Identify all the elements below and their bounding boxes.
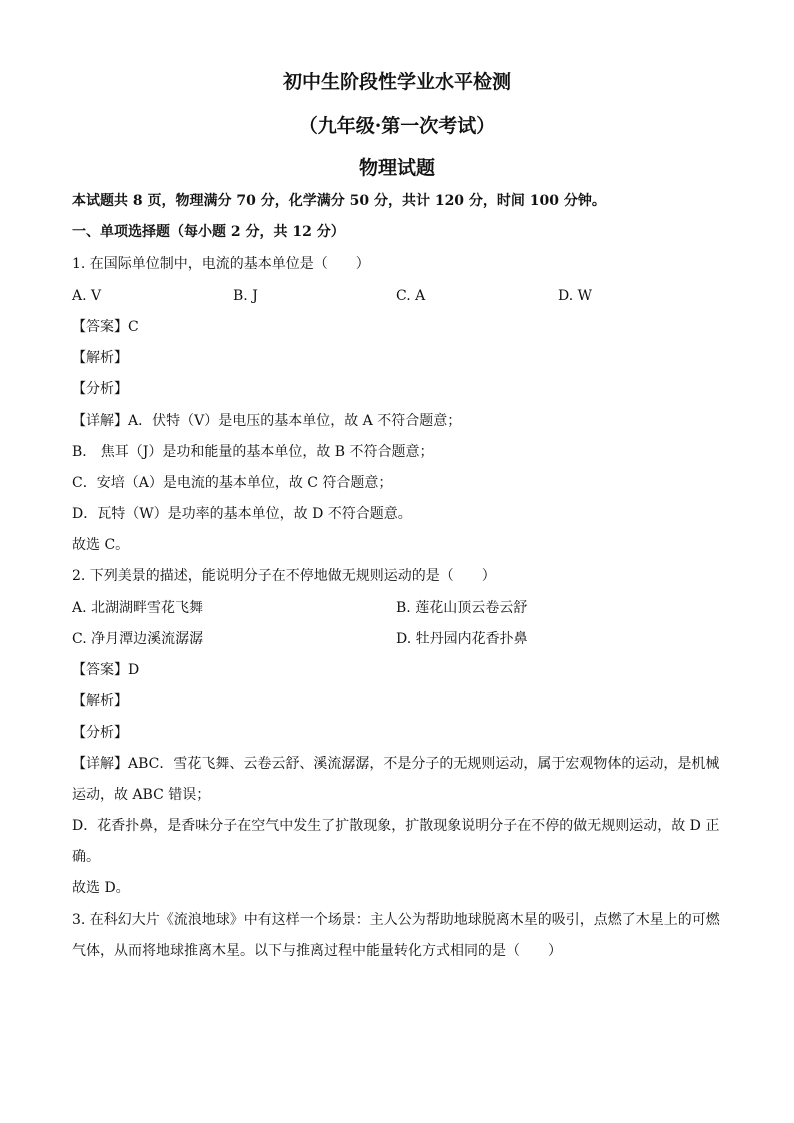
question-2-jiexi: 【解析】 bbox=[72, 693, 128, 709]
question-2-detail-3: D．花香扑鼻，是香味分子在空气中发生了扩散现象，扩散现象说明分子在不停的做无规则运动，故 D 正 bbox=[72, 818, 720, 834]
question-1-option-d: D. W bbox=[558, 288, 593, 304]
exam-intro: 本试题共 8 页，物理满分 70 分，化学满分 50 分，共计 120 分，时间 100 分钟。 bbox=[72, 193, 606, 209]
question-1-stem: 1. 在国际单位制中，电流的基本单位是（ ） bbox=[72, 256, 370, 272]
question-1-detail-1: 【详解】A．伏特（V）是电压的基本单位，故 A 不符合题意； bbox=[72, 413, 462, 429]
question-2-conclusion: 故选 D。 bbox=[72, 880, 130, 896]
question-2-option-b: B. 莲花山顶云卷云舒 bbox=[396, 600, 528, 616]
question-1-option-b: B. J bbox=[233, 288, 258, 304]
question-3-stem-line-1: 3. 在科幻大片《流浪地球》中有这样一个场景：主人公为帮助地球脱离木星的吸引，点燃了木星上的可燃 bbox=[72, 912, 720, 928]
question-1-fenxi: 【分析】 bbox=[72, 381, 128, 397]
question-2-stem: 2. 下列美景的描述，能说明分子在不停地做无规则运动的是（ ） bbox=[72, 568, 496, 584]
subject-title: 物理试题 bbox=[358, 157, 435, 179]
question-1-option-a: A. V bbox=[72, 288, 102, 304]
exam-subtitle: （九年级·第一次考试） bbox=[298, 115, 496, 137]
question-1-detail-2: B． 焦耳（J）是功和能量的基本单位，故 B 不符合题意； bbox=[72, 444, 434, 460]
question-1-option-c: C. A bbox=[396, 288, 426, 304]
question-1-detail-3: C．安培（A）是电流的基本单位，故 C 符合题意； bbox=[72, 475, 393, 491]
question-1-jiexi: 【解析】 bbox=[72, 350, 128, 366]
question-2-option-c: C. 净月潭边溪流潺潺 bbox=[72, 631, 204, 647]
question-1-conclusion: 故选 C。 bbox=[72, 537, 130, 553]
question-2-fenxi: 【分析】 bbox=[72, 725, 128, 741]
question-2-detail-1: 【详解】ABC．雪花飞舞、云卷云舒、溪流潺潺，不是分子的无规则运动，属于宏观物体的运动，是机械 bbox=[72, 756, 720, 772]
question-2-detail-4: 确。 bbox=[72, 849, 100, 865]
question-2-detail-2: 运动，故 ABC 错误； bbox=[72, 787, 211, 803]
section-heading: 一、单项选择题（每小题 2 分，共 12 分） bbox=[72, 224, 345, 240]
question-3-stem-line-2: 气体，从而将地球推离木星。以下与推离过程中能量转化方式相同的是（ ） bbox=[72, 943, 562, 959]
question-2-option-a: A. 北湖湖畔雪花飞舞 bbox=[72, 600, 204, 616]
question-1-answer: 【答案】C bbox=[72, 319, 139, 335]
exam-title: 初中生阶段性学业水平检测 bbox=[282, 71, 511, 93]
question-1-detail-4: D．瓦特（W）是功率的基本单位，故 D 不符合题意。 bbox=[72, 506, 412, 522]
question-2-answer: 【答案】D bbox=[72, 662, 140, 678]
question-2-option-d: D. 牡丹园内花香扑鼻 bbox=[396, 631, 528, 647]
